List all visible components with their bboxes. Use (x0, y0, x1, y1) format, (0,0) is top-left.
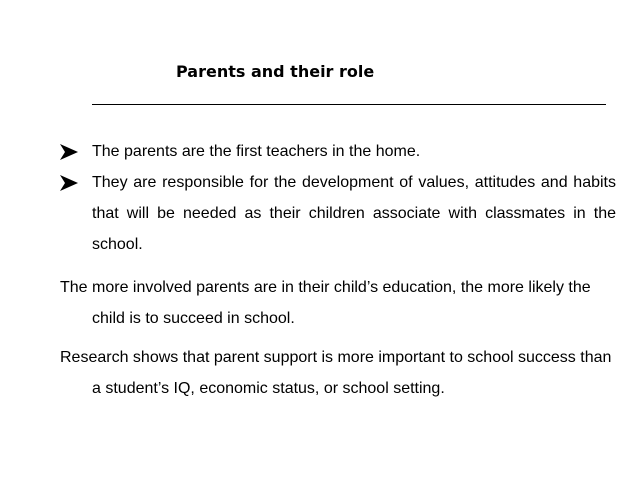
title-underline (92, 104, 606, 105)
bullet-item (60, 136, 616, 167)
slide-title: Parents and their role (176, 62, 375, 81)
paragraph: Research shows that parent support is more important to school success than a student’s IQ, economic status, or school setting. (60, 349, 612, 397)
paragraph: The more involved parents are in their child’s education, the more likely the child is to succeed in school. (60, 279, 591, 327)
arrow-bullet-icon (60, 167, 80, 198)
bullet-text: They are responsible for the development of values, attitudes and habits that will be needed as their children associate with classmates in the school. (92, 174, 616, 253)
arrow-bullet-icon (60, 136, 80, 167)
bullet-item (60, 167, 616, 260)
bullet-text: The parents are the first teachers in the home. (92, 143, 421, 160)
